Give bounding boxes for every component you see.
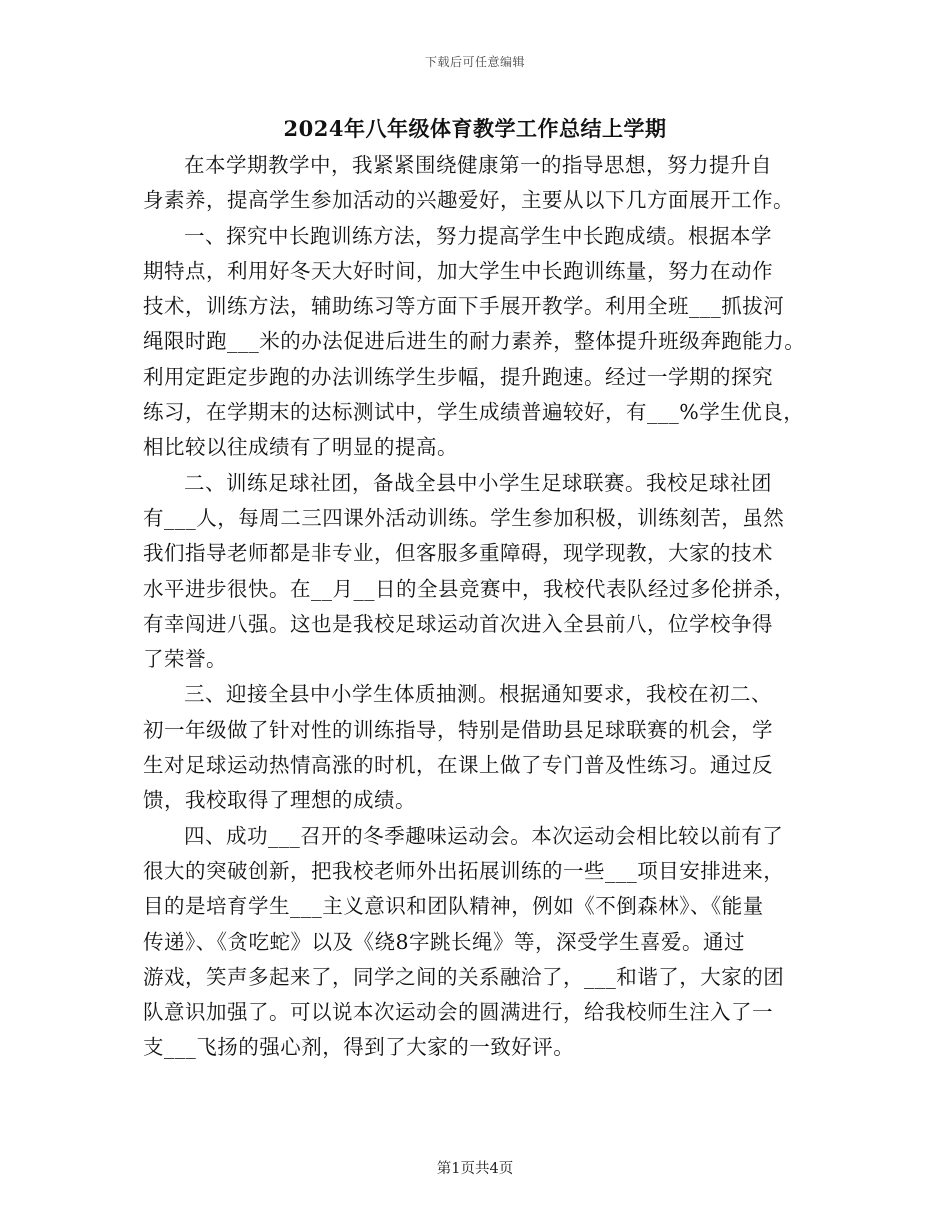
paragraph [143,219,813,466]
paragraph-line: 初一年级做了针对性的训练指导，特别是借助县足球联赛的机会，学 [143,717,773,742]
paragraph-line: 期特点，利用好冬天大好时间，加大学生中长跑训练量，努力在动作 [143,258,773,283]
paragraph-line: 一、探究中长跑训练方法，努力提高学生中长跑成绩。根据本学 [184,223,772,248]
paragraph-line: 绳限时跑___米的办法促进后进生的耐力素养，整体提升班级奔跑能力。 [143,329,806,354]
paragraph-line: 在本学期教学中，我紧紧围绕健康第一的指导思想，努力提升自 [184,153,772,177]
paragraph-line: 四、成功___召开的冬季趣味运动会。本次运动会相比较以前有了 [184,823,784,848]
paragraph-line: 有幸闯进八强。这也是我校足球运动首次进入全县前八，位学校争得 [143,611,773,636]
paragraph-line: 相比较以往成绩有了明显的提高。 [143,435,458,460]
paragraph-line: 了荣誉。 [143,647,227,672]
paragraph-line: 水平进步很快。在__月__日的全县竞赛中，我校代表队经过多伦拼杀， [143,576,795,601]
page-footer: 第1页共4页 [436,1161,514,1177]
header-note: 下载后可任意编辑 [424,55,525,69]
paragraph [143,819,813,1066]
paragraph-line: 很大的突破创新，把我校老师外出拓展训练的一些___项目安排进来， [143,858,785,883]
paragraph-line: 我们指导老师都是非专业，但客服多重障碍，现学现教，大家的技术 [143,541,773,566]
paragraph-line: 技术，训练方法，辅助练习等方面下手展开教学。利用全班___抓拔河 [143,294,785,319]
paragraph-line: 二、训练足球社团，备战全县中小学生足球联赛。我校足球社团 [184,470,772,495]
paragraph-line: 练习，在学期末的达标测试中，学生成绩普遍较好，有___%学生优良， [143,400,805,425]
paragraph [143,148,813,219]
paragraph-line: 三、迎接全县中小学生体质抽测。根据通知要求，我校在初二、 [184,682,772,707]
document-body [143,148,813,1066]
paragraph-line: 传递》、《贪吃蛇》以及《绕8字跳长绳》等，深受学生喜爱。通过 [143,929,746,954]
paragraph-line: 身素养，提高学生参加活动的兴趣爱好，主要从以下几方面展开工作。 [143,188,794,213]
paragraph [143,466,813,678]
paragraph-line: 馈，我校取得了理想的成绩。 [143,788,416,813]
paragraph-line: 支___飞扬的强心剂，得到了大家的一致好评。 [143,1035,575,1060]
paragraph-line: 游戏，笑声多起来了，同学之间的关系融洽了，___和谐了，大家的团 [143,964,785,989]
paragraph [143,677,813,818]
document-title: 2024年八年级体育教学工作总结上学期 [283,116,667,141]
paragraph-line: 队意识加强了。可以说本次运动会的圆满进行，给我校师生注入了一 [143,1000,773,1025]
paragraph-line: 利用定距定步跑的办法训练学生步幅，提升跑速。经过一学期的探究 [143,364,773,389]
paragraph-line: 有___人，每周二三四课外活动训练。学生参加积极，训练刻苦，虽然 [143,505,785,530]
paragraph-line: 目的是培育学生___主义意识和团队精神，例如《不倒森林》、《能量 [143,894,764,919]
paragraph-line: 生对足球运动热情高涨的时机，在课上做了专门普及性练习。通过反 [143,753,773,778]
